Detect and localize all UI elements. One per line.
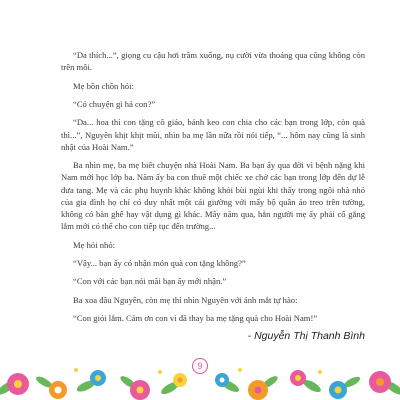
author-signature: - Nguyễn Thị Thanh Bình: [247, 329, 365, 342]
story-paragraph: “Da... hoa thì con tặng cô giáo, bánh keo con chia cho các bạn trong lớp, còn quà thì...”, Nguyên khịt khịt mũi, nhìn ba mẹ lần nữa rồi nói tiếp, “... hôm nay cũng là sinh nhật của Hoài Nam.”: [61, 117, 365, 152]
story-paragraph: Ba xoa đầu Nguyên, còn mẹ thì nhìn Nguyên với ánh mắt tự hào:: [73, 294, 298, 305]
story-paragraph: Mẹ bồn chồn hỏi:: [73, 80, 134, 91]
story-paragraph: Mẹ hỏi nhỏ:: [73, 239, 116, 250]
story-text: [61, 49, 365, 348]
story-paragraph: “Da thích...”, giọng cu cậu hơi trầm xuống, nụ cười vừa thoáng qua cũng không còn trên môi.: [61, 50, 365, 73]
story-paragraph: “Vậy... bạn ấy có nhận món quà con tặng không?”: [73, 257, 246, 268]
story-paragraph: “Có chuyện gì hả con?”: [73, 98, 156, 109]
story-paragraph: “Con giỏi lắm. Cảm ơn con vì đã thay ba mẹ tặng quà cho Hoài Nam!”: [73, 313, 318, 324]
floral-border: [0, 348, 400, 400]
page-number-badge: [192, 358, 208, 374]
story-paragraph: “Con với các bạn nói mãi bạn ấy mới nhận.”: [73, 276, 227, 287]
story-paragraph: Ba nhìn mẹ, ba mẹ biết chuyện nhà Hoài Nam. Ba bạn ấy qua đời vì bệnh nặng khi Nam mới học lớp ba. Năm ấy ba con thuê một chiếc xe chở các bạn trong lớp đến dự lễ đưa tang. Mẹ và các phụ huynh khác không khỏi bùi ngùi khi thấy trong ngôi nhà nhỏ của gia đình họ chỉ có duy nhất một cái giường với mấy bộ quần áo treo trên tường, không có bàn ghế hay vật dụng gì khác. Mấy năm qua, hẳn người mẹ ấy phải cố gắng lắm mới có thể cho con tiếp tục đến trường...: [61, 160, 365, 232]
page-number: 9: [197, 361, 203, 371]
